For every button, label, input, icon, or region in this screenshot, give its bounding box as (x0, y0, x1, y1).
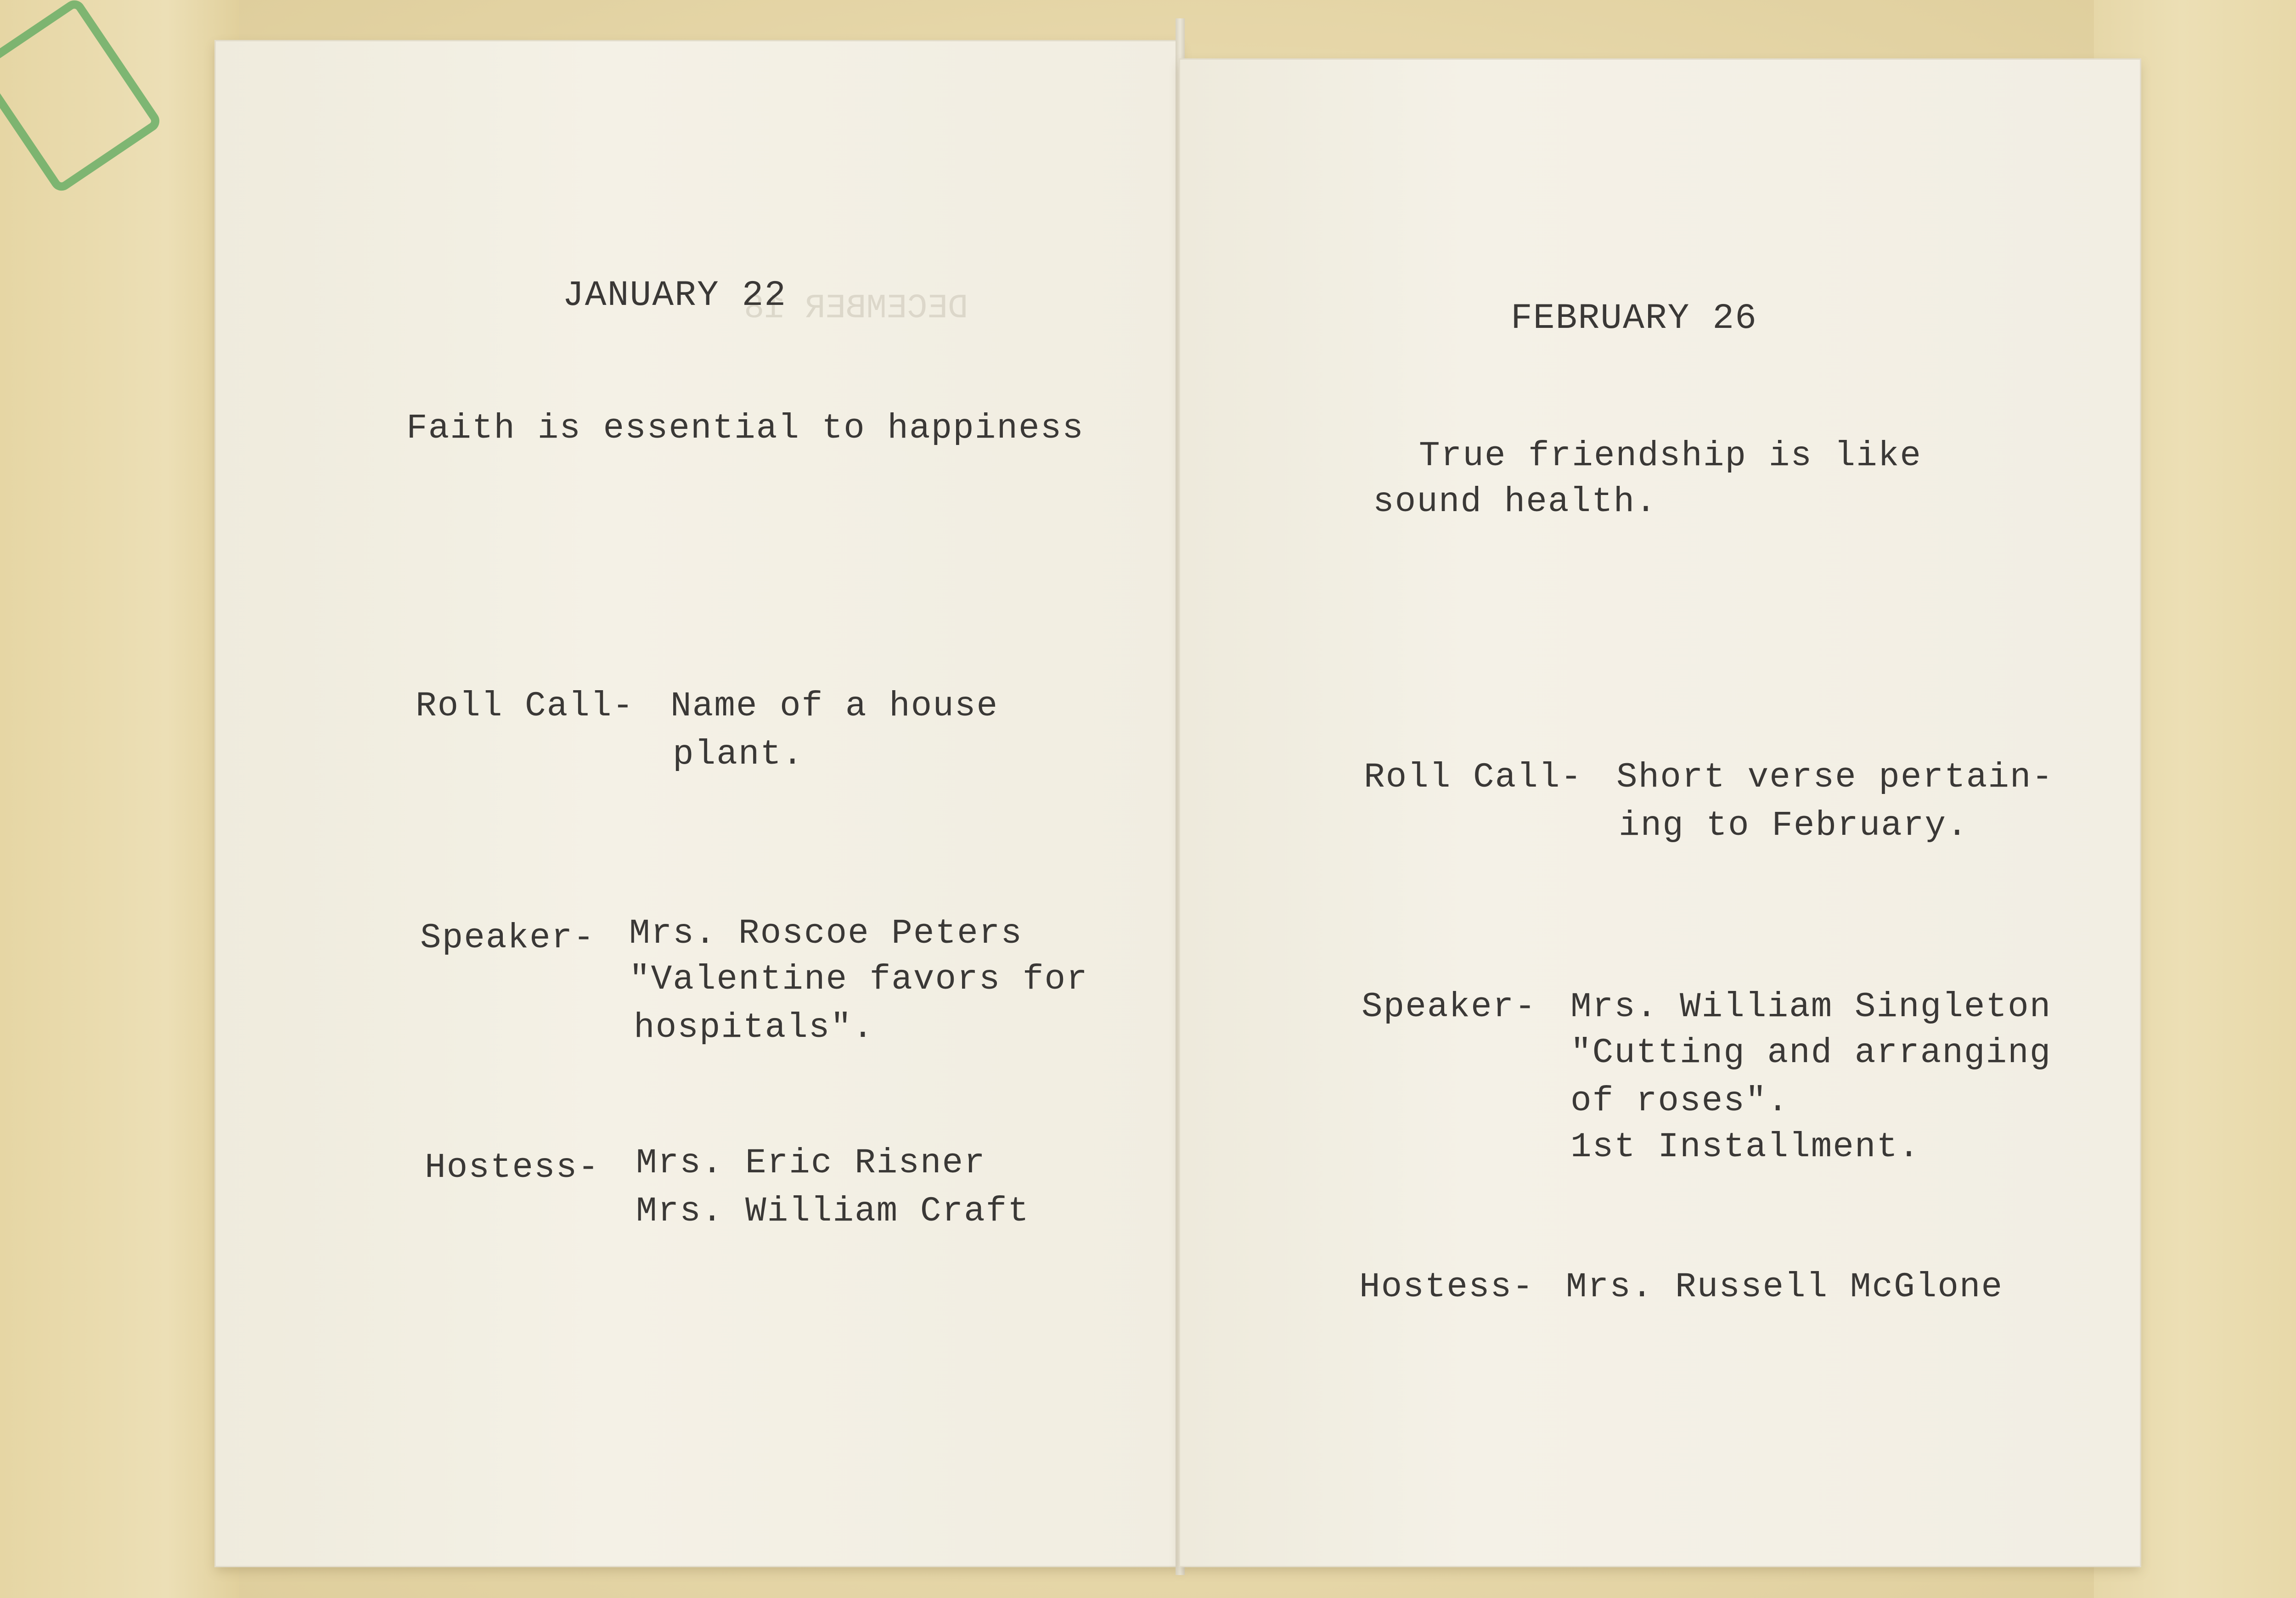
left-speaker-label: Speaker- (420, 918, 595, 958)
left-hostess-label: Hostess- (425, 1148, 600, 1187)
right-speaker-topic-line1: "Cutting and arranging (1570, 1033, 2052, 1073)
right-page-motto-line1: True friendship is like (1419, 436, 1922, 476)
left-roll-call-label: Roll Call- (416, 686, 635, 726)
right-roll-call-label: Roll Call- (1364, 758, 1583, 797)
left-speaker-topic-line2: hospitals". (634, 1008, 874, 1047)
left-roll-call-line2: plant. (673, 735, 804, 774)
right-roll-call-line1: Short verse pertain- (1616, 758, 2054, 797)
left-page-motto: Faith is essential to happiness (406, 409, 1084, 448)
right-installment: 1st Installment. (1570, 1127, 1920, 1167)
right-roll-call-line2: ing to February. (1619, 806, 1969, 845)
left-speaker-topic-line1: "Valentine favors for (629, 960, 1088, 999)
left-speaker-name: Mrs. Roscoe Peters (629, 914, 1023, 953)
right-hostess-label: Hostess- (1359, 1267, 1534, 1307)
right-hostess-name: Mrs. Russell McGlone (1566, 1267, 2003, 1307)
right-speaker-topic-line2: of roses". (1570, 1081, 1790, 1121)
right-page (1180, 60, 2140, 1566)
left-roll-call-line1: Name of a house (670, 686, 999, 726)
left-hostess-line2: Mrs. William Craft (636, 1192, 1030, 1231)
bleed-through-text: DECEMBER 18 (744, 289, 968, 328)
right-page-date: FEBRUARY 26 (1511, 298, 1757, 339)
left-page (216, 41, 1180, 1566)
right-speaker-label: Speaker- (1362, 987, 1536, 1027)
left-page-date: JANUARY 22 (563, 276, 787, 316)
right-page-motto-line2: sound health. (1373, 482, 1657, 522)
right-speaker-name: Mrs. William Singleton (1570, 987, 2052, 1027)
left-hostess-line1: Mrs. Eric Risner (636, 1143, 986, 1183)
envelope-left-flap (0, 0, 239, 1598)
